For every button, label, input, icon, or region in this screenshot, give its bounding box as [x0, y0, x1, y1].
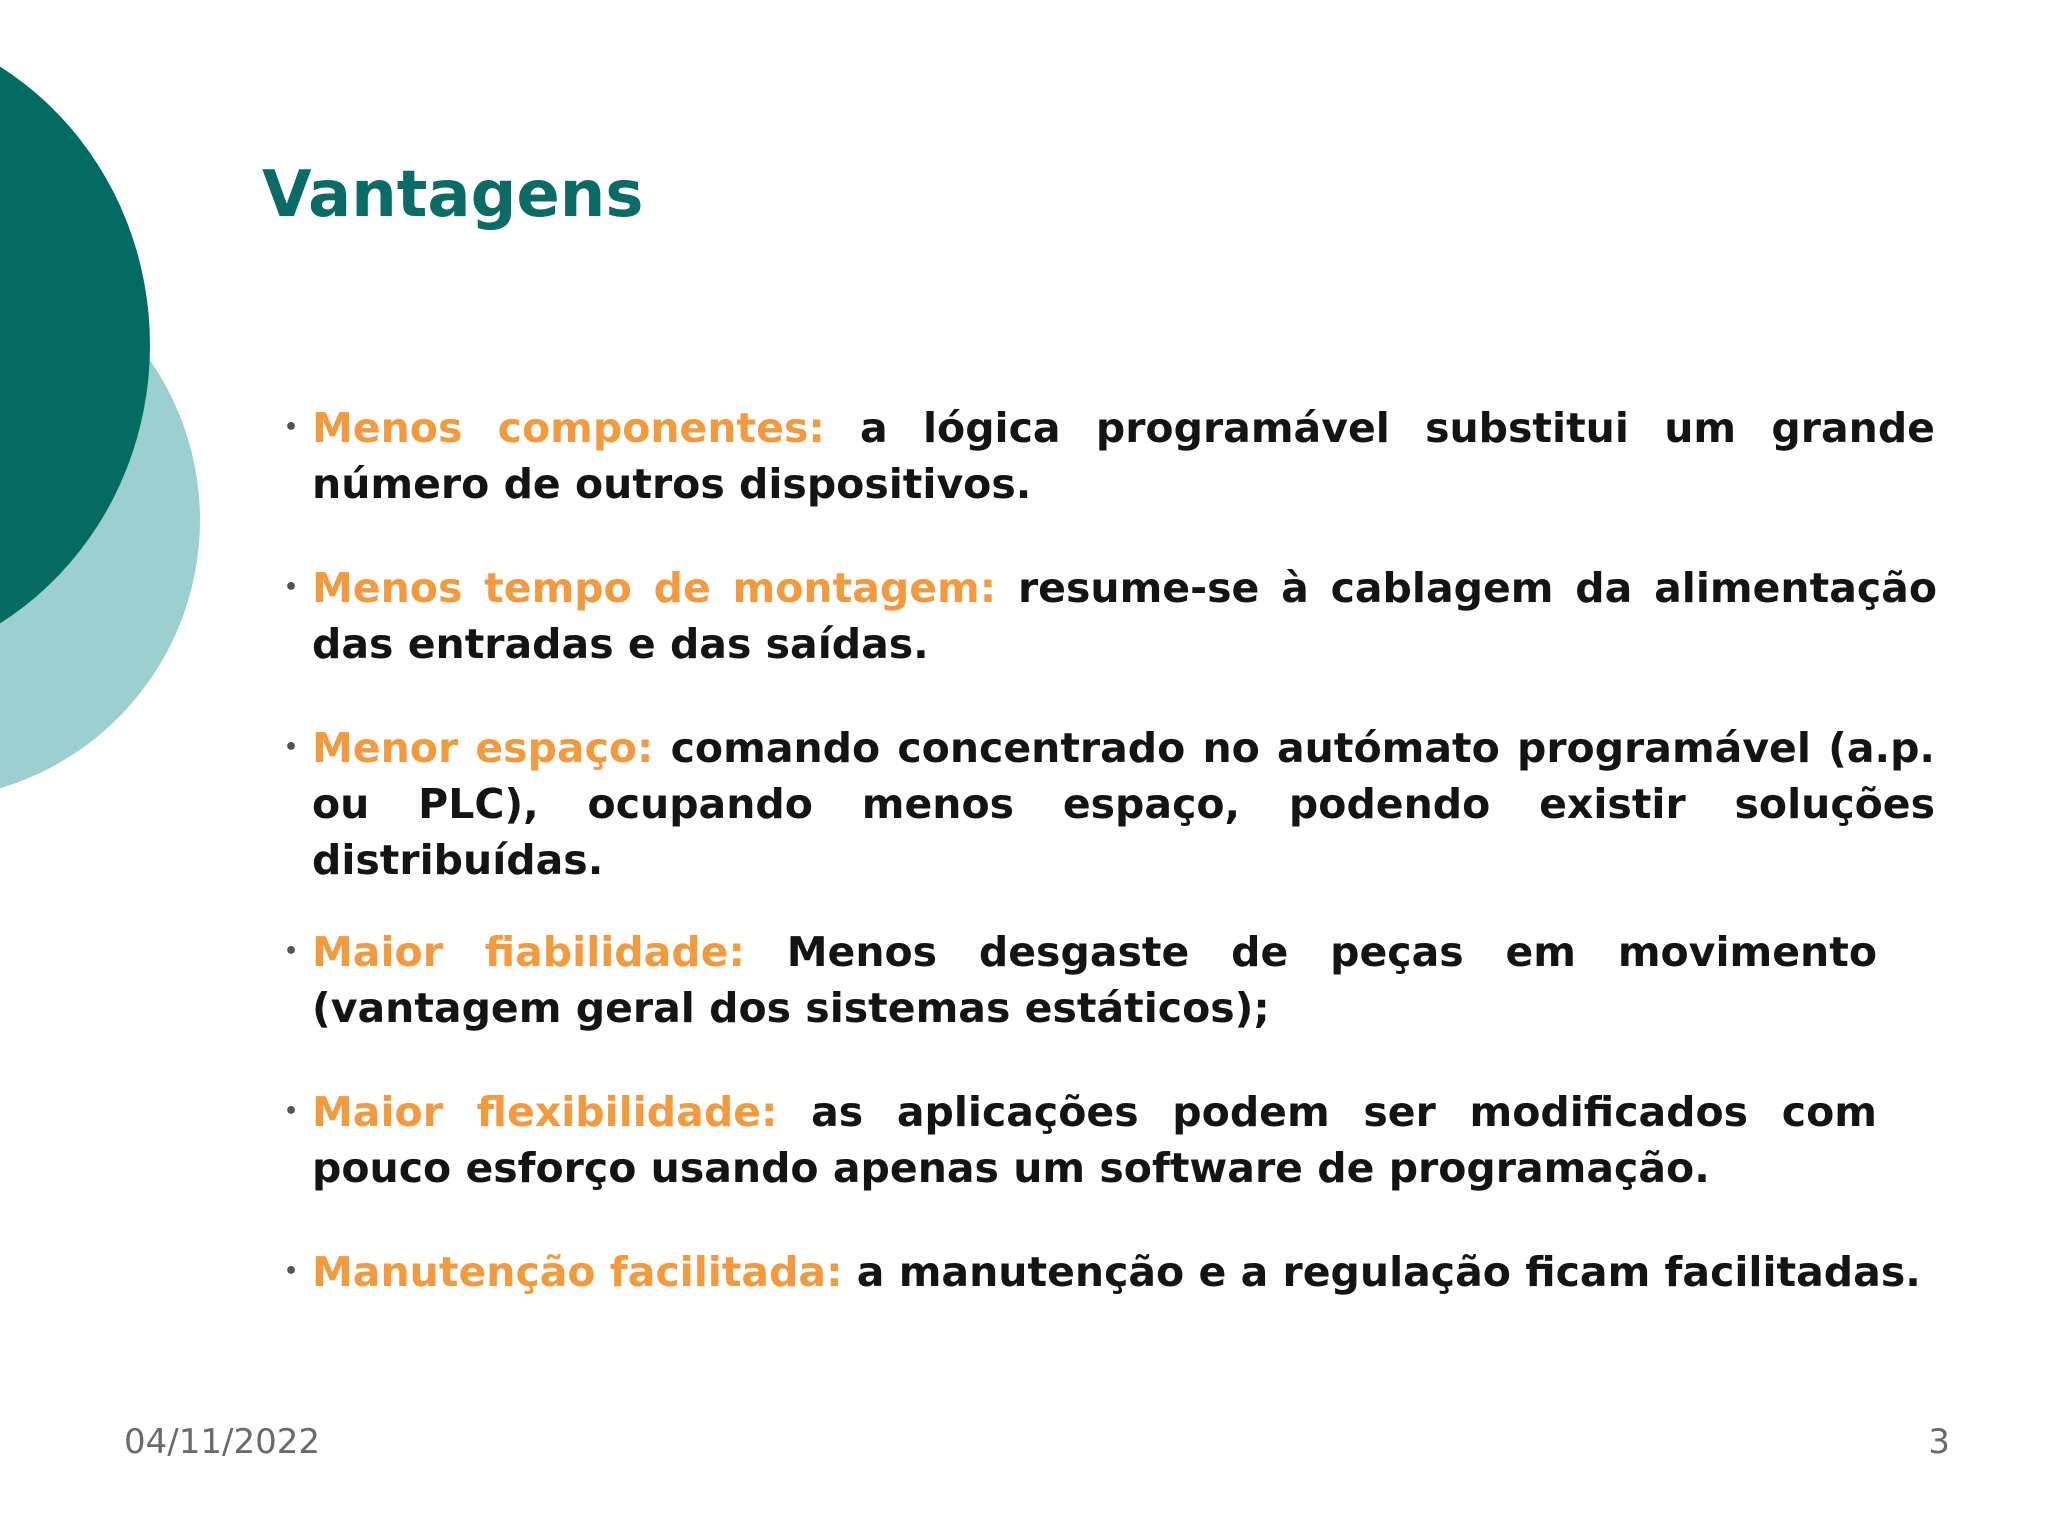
bullet-dot-icon: • — [284, 735, 299, 760]
bullet-lead: Menos tempo de montagem: — [312, 564, 997, 612]
bullet-text: comando concentrado no autómato programável (a.p. ou PLC), ocupando menos espaço, podendo existir soluções distribuídas. — [312, 724, 1935, 884]
bullet-maior-fiabilidade — [284, 924, 1877, 1036]
bullet-menor-espaco — [284, 720, 1935, 888]
bullet-list — [284, 400, 1938, 1348]
bullet-dot-icon: • — [284, 939, 299, 964]
bullet-menos-componentes — [284, 400, 1935, 512]
bullet-text: Menos desgaste de peças em movimento (vantagem geral dos sistemas estáticos); — [312, 928, 1877, 1032]
page-number: 3 — [1928, 1422, 1950, 1462]
bullet-dot-icon: • — [284, 1259, 299, 1284]
bullet-lead: Menor espaço: — [312, 724, 654, 772]
bullet-lead: Manutenção facilitada: — [312, 1248, 843, 1296]
bullet-lead: Menos componentes: — [312, 404, 825, 452]
footer-date: 04/11/2022 — [124, 1422, 320, 1462]
bullet-lead: Maior flexibilidade: — [312, 1088, 778, 1136]
bullet-maior-flexibilidade — [284, 1084, 1877, 1196]
bullet-dot-icon: • — [284, 415, 299, 440]
bullet-dot-icon: • — [284, 1099, 299, 1124]
bullet-dot-icon: • — [284, 575, 299, 600]
bullet-text: resume-se à cablagem da alimentação das entradas e das saídas. — [312, 564, 1938, 668]
bullet-text: as aplicações podem ser modificados com pouco esforço usando apenas um software de programação. — [312, 1088, 1877, 1192]
bullet-manutencao-facilitada — [284, 1244, 1935, 1300]
bullet-lead: Maior fiabilidade: — [312, 928, 745, 976]
bullet-text: a manutenção e a regulação ficam facilitadas. — [842, 1248, 1921, 1296]
slide-title: Vantagens — [262, 158, 644, 232]
bullet-menos-tempo-montagem — [284, 560, 1938, 672]
bullet-text: a lógica programável substitui um grande número de outros dispositivos. — [312, 404, 1935, 508]
